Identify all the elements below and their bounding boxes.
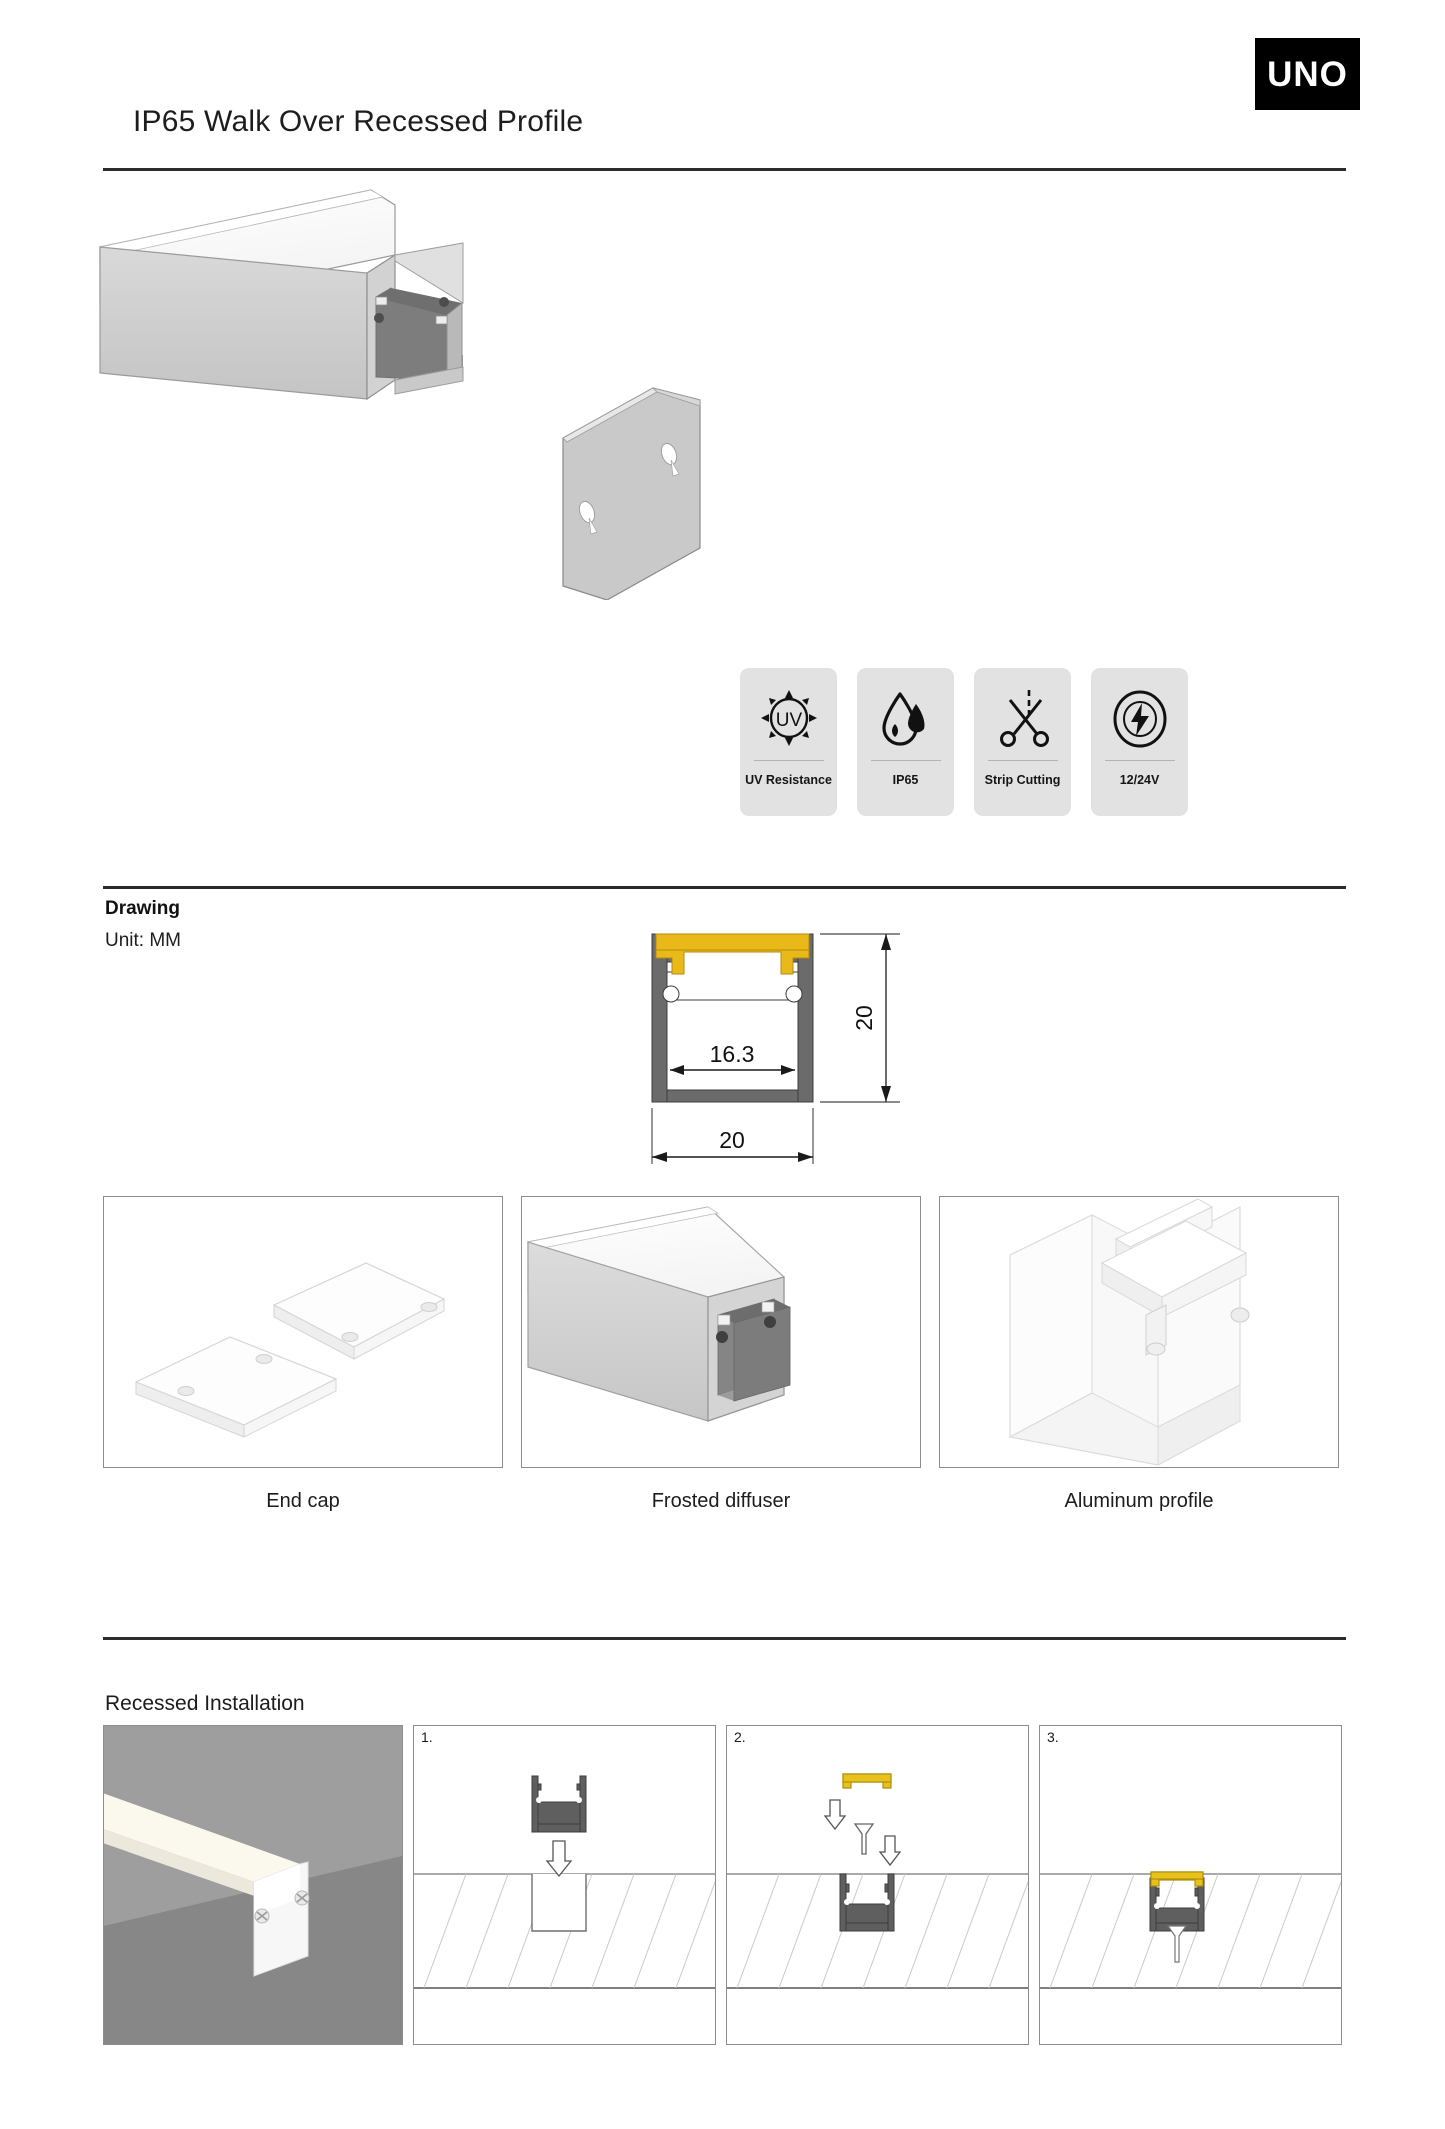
water-drop-icon — [873, 682, 939, 756]
component-image-frame — [521, 1196, 921, 1468]
svg-text:16.3: 16.3 — [709, 1041, 755, 1067]
feature-badge-strip-cutting[interactable] — [974, 668, 1071, 816]
installation-divider — [103, 1637, 1346, 1640]
component-image-frame — [103, 1196, 503, 1468]
brand-logo — [1255, 38, 1360, 110]
feature-divider — [1105, 760, 1175, 761]
step-number: 2. — [734, 1729, 746, 1745]
installation-gallery — [103, 1725, 1342, 2045]
component-aluminum-profile — [939, 1196, 1339, 1513]
feature-badge-ip65[interactable] — [857, 668, 954, 816]
feature-label: 12/24V — [1119, 773, 1160, 787]
step-number: 3. — [1047, 1729, 1059, 1745]
screw-icon — [255, 1909, 269, 1923]
feature-label: Strip Cutting — [984, 773, 1061, 787]
feature-divider — [871, 760, 941, 761]
drawing-heading: Drawing — [105, 898, 180, 919]
svg-text:20: 20 — [719, 1127, 745, 1153]
cross-section-drawing — [628, 912, 928, 1172]
drawing-unit-label: Unit: MM — [105, 930, 181, 951]
installation-heading: Recessed Installation — [105, 1692, 305, 1715]
feature-badge-uv-resistance[interactable] — [740, 668, 837, 816]
screw-icon — [295, 1891, 309, 1905]
feature-divider — [988, 760, 1058, 761]
component-label: End cap — [266, 1490, 340, 1512]
component-label: Aluminum profile — [1064, 1490, 1214, 1512]
svg-text:UV: UV — [775, 710, 802, 731]
brand-logo-text: UNO — [1267, 54, 1348, 94]
header-divider — [103, 168, 1346, 171]
component-gallery — [103, 1196, 1339, 1513]
feature-badges — [740, 668, 1188, 816]
svg-text:20: 20 — [851, 1005, 877, 1031]
page-header — [0, 0, 1445, 180]
scissors-icon — [990, 682, 1056, 756]
page-title: IP65 Walk Over Recessed Profile — [133, 105, 584, 138]
dimension-height — [820, 934, 900, 1102]
installation-step-1 — [413, 1725, 716, 2045]
installation-photo — [103, 1725, 403, 2045]
feature-badge-voltage[interactable] — [1091, 668, 1188, 816]
drawing-divider — [103, 886, 1346, 889]
installation-step-2 — [726, 1725, 1029, 2045]
feature-label: UV Resistance — [745, 773, 832, 787]
voltage-bolt-icon — [1107, 682, 1173, 756]
component-label: Frosted diffuser — [651, 1490, 791, 1512]
installation-step-3 — [1039, 1725, 1342, 2045]
uv-sun-icon — [756, 682, 822, 756]
component-image-frame — [939, 1196, 1339, 1468]
component-end-cap — [103, 1196, 503, 1513]
component-frosted-diffuser — [521, 1196, 921, 1513]
hero-end-cap-image — [545, 370, 725, 600]
feature-divider — [754, 760, 824, 761]
step-number: 1. — [421, 1729, 433, 1745]
dimension-outer-width — [652, 1108, 813, 1164]
feature-label: IP65 — [892, 773, 919, 787]
